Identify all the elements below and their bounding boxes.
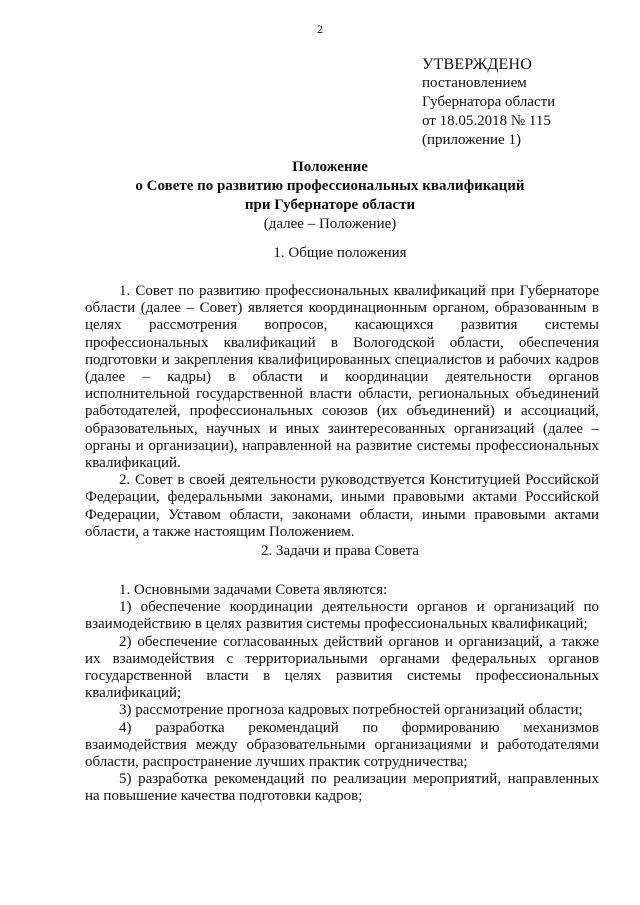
approval-block bbox=[422, 55, 622, 150]
list-item: 5) разработка рекомендаций по реализации мероприятий, направленных на повышение качества подготовки кадров; bbox=[85, 771, 599, 805]
section-heading-general: 1. Общие положения bbox=[273, 245, 407, 261]
section-general-body bbox=[85, 283, 599, 541]
paragraph: 1. Основными задачами Совета являются: bbox=[119, 582, 388, 598]
approval-line: Губернатора области bbox=[422, 94, 556, 110]
title-line: о Совете по развитию профессиональных квалификаций bbox=[135, 178, 525, 194]
list-item: 4) разработка рекомендаций по формированию механизмов взаимодействия между образовательными организациями и работодателями области, распространение лучших практик сотрудничества; bbox=[85, 719, 599, 771]
paragraph: 1. Совет по развитию профессиональных квалификаций при Губернаторе области (далее – Совет) является координационным органом, образованным в целях рассмотрения вопросов, касающихся развития системы профессиональных квалификаций в Вологодской области, обеспечения подготовки и закрепления квалифицированных специалистов и рабочих кадров (далее – кадры) в области и координации деятельности органов исполнительной государственной власти области, региональных объединений работодателей, профессиональных союзов (их объединений) и ассоциаций, образовательных, научных и иных заинтересованных организаций (далее – органы и организации), направленной на развитие системы профессиональных квалификаций. bbox=[85, 283, 599, 472]
title-line: Положение bbox=[292, 159, 368, 175]
approval-date-line: от 18.05.2018 № 115 bbox=[422, 113, 551, 129]
title-subtitle: (далее – Положение) bbox=[263, 216, 397, 232]
section-tasks-body bbox=[85, 582, 599, 806]
approval-line: постановлением bbox=[422, 75, 527, 91]
approval-appendix-line: (приложение 1) bbox=[422, 132, 521, 148]
list-item: 3) рассмотрение прогноза кадровых потребностей организаций области; bbox=[119, 702, 583, 719]
page-number: 2 bbox=[317, 22, 323, 36]
list-item: 2) обеспечение согласованных действий органов и организаций, а также их взаимодействия с территориальными органами федеральных органов государственной власти в целях развития системы профессиональных квалификаций; bbox=[85, 633, 599, 702]
section-heading-tasks: 2. Задачи и права Совета bbox=[261, 543, 419, 559]
title-line: при Губернаторе области bbox=[244, 197, 416, 213]
list-item: 1) обеспечение координации деятельности органов и организаций по взаимодействию в целях развития системы профессиональных квалификаций; bbox=[85, 599, 599, 633]
approval-stamp: УТВЕРЖДЕНО bbox=[422, 56, 533, 73]
paragraph: 2. Совет в своей деятельности руководствуется Конституцией Российской Федерации, федеральными законами, иными правовыми актами Российской Федерации, Уставом области, законами области, иными правовыми актами области, а также настоящим Положением. bbox=[85, 472, 599, 540]
document-title bbox=[60, 158, 600, 234]
